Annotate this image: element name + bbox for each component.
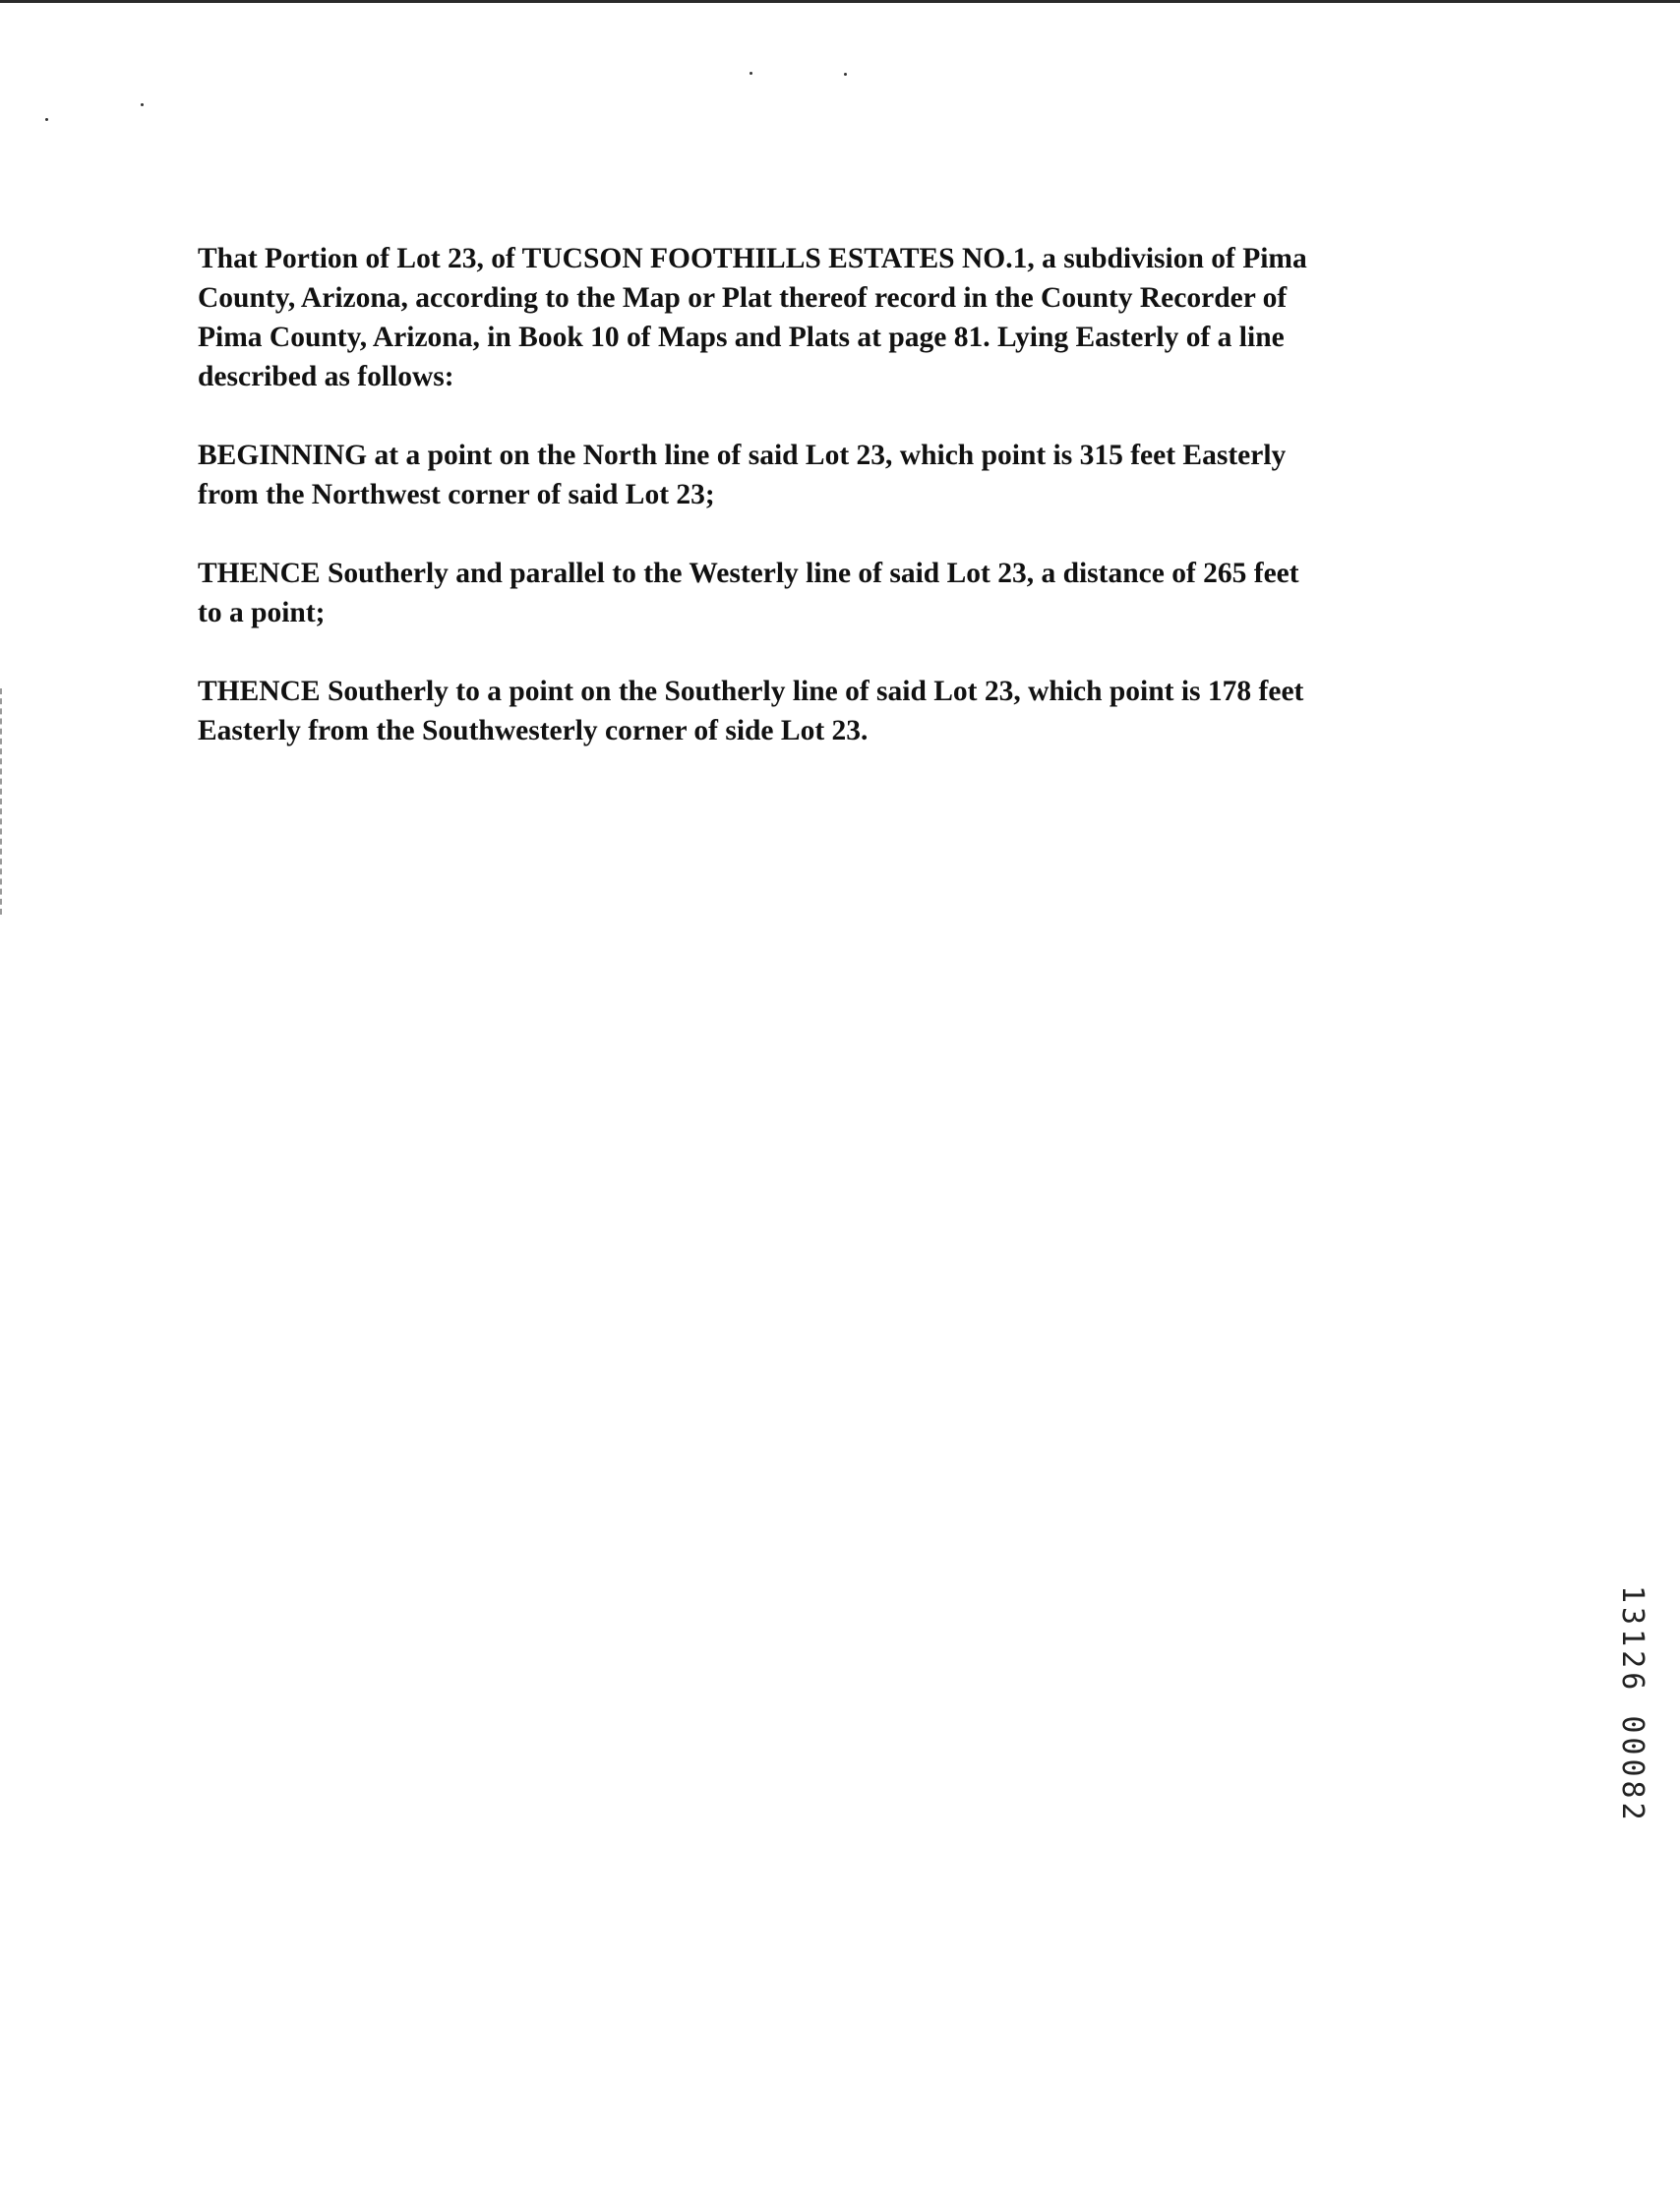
scan-speck bbox=[844, 73, 847, 76]
legal-description bbox=[198, 239, 1476, 790]
legal-paragraph-intro: That Portion of Lot 23, of TUCSON FOOTHILLS ESTATES NO.1, a subdivision of Pima County, Arizona, according to the Map or Plat thereof record in the County Recorder of Pima County, Arizona, in Book 10 of Maps and Plats at page 81. Lying Easterly of a line described as follows: bbox=[198, 243, 1307, 392]
scan-left-edge bbox=[0, 688, 4, 915]
legal-paragraph-beginning: BEGINNING at a point on the North line of said Lot 23, which point is 315 feet Easterly from the Northwest corner of said Lot 23; bbox=[198, 440, 1287, 510]
legal-paragraph-thence-1: THENCE Southerly and parallel to the Westerly line of said Lot 23, a distance of 265 feet to a point; bbox=[198, 558, 1299, 628]
scan-speck bbox=[750, 72, 752, 75]
recording-stamp-number: 13126 00082 bbox=[1615, 1585, 1650, 1824]
legal-paragraph-thence-2: THENCE Southerly to a point on the Southerly line of said Lot 23, which point is 178 feet Easterly from the Southwesterly corner of side Lot 23. bbox=[198, 676, 1304, 746]
scan-speck bbox=[141, 103, 144, 106]
scan-speck bbox=[45, 118, 48, 121]
recording-stamp bbox=[1603, 1585, 1666, 1851]
scan-top-border bbox=[0, 0, 1680, 3]
